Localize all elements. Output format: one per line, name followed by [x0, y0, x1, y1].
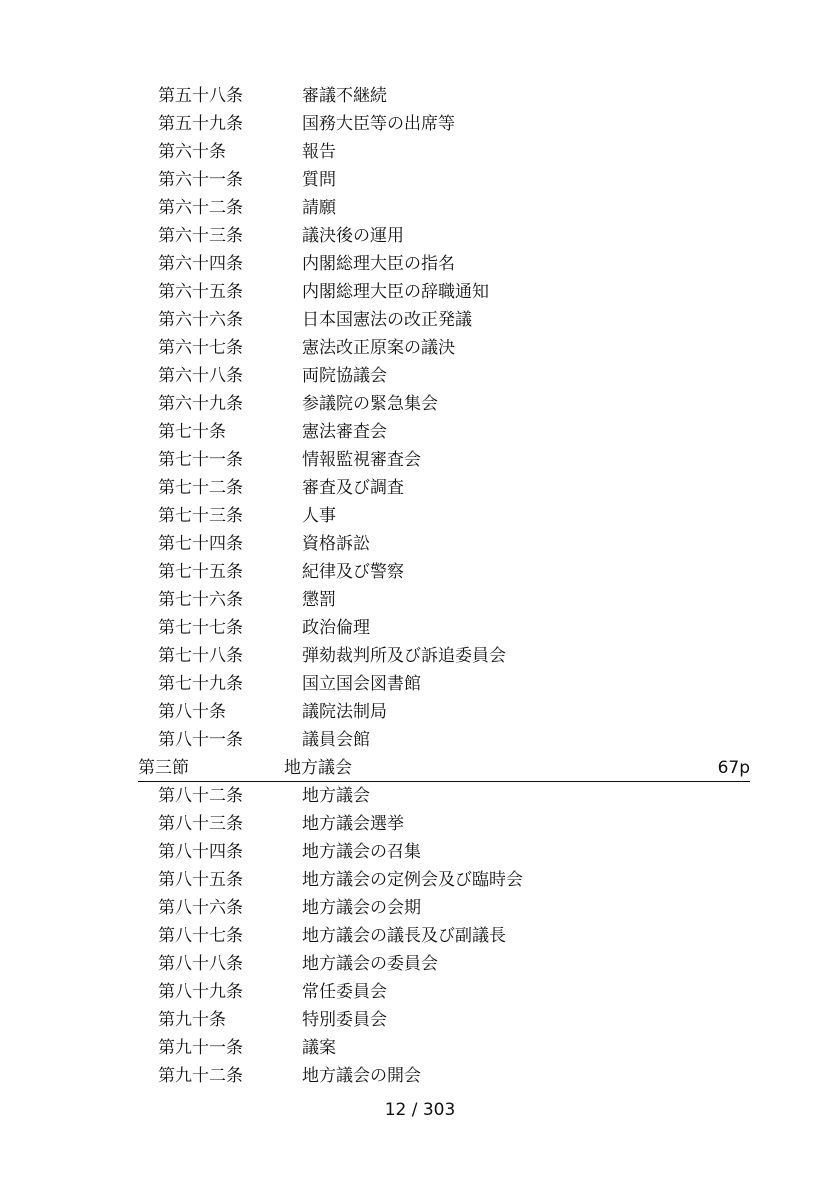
article-title: 地方議会の定例会及び臨時会 — [302, 870, 523, 890]
article-title: 内閣総理大臣の辞職通知 — [302, 282, 489, 302]
article-title: 情報監視審査会 — [302, 450, 421, 470]
toc-article-row — [0, 866, 840, 894]
article-number: 第六十九条 — [158, 394, 243, 414]
article-title: 国務大臣等の出席等 — [302, 114, 455, 134]
article-number: 第八十一条 — [158, 730, 243, 750]
toc-article-row — [0, 838, 840, 866]
article-number: 第七十三条 — [158, 506, 243, 526]
toc-article-row — [0, 166, 840, 194]
toc-article-row — [0, 362, 840, 390]
toc-article-row — [0, 670, 840, 698]
toc-article-row — [0, 530, 840, 558]
toc-article-row — [0, 810, 840, 838]
section-page-number: 67p — [717, 758, 750, 778]
article-number: 第六十五条 — [158, 282, 243, 302]
toc-article-row — [0, 586, 840, 614]
article-title: 紀律及び警察 — [302, 562, 404, 582]
article-number: 第八十七条 — [158, 926, 243, 946]
toc-article-row — [0, 278, 840, 306]
toc-article-row — [0, 1034, 840, 1062]
article-number: 第六十四条 — [158, 254, 243, 274]
toc-article-row — [0, 306, 840, 334]
toc-article-row — [0, 194, 840, 222]
article-title: 議決後の運用 — [302, 226, 404, 246]
article-title: 憲法審査会 — [302, 422, 387, 442]
article-number: 第六十六条 — [158, 310, 243, 330]
article-number: 第七十四条 — [158, 534, 243, 554]
toc-article-row — [0, 1062, 840, 1090]
article-number: 第八十九条 — [158, 982, 243, 1002]
toc-article-row — [0, 894, 840, 922]
toc-article-row — [0, 950, 840, 978]
toc-article-row — [0, 978, 840, 1006]
article-number: 第八十二条 — [158, 786, 243, 806]
section-title: 地方議会 — [284, 758, 352, 778]
article-title: 地方議会の開会 — [302, 1066, 421, 1086]
article-number: 第八十八条 — [158, 954, 243, 974]
article-title: 審議不継続 — [302, 86, 387, 106]
article-number: 第六十一条 — [158, 170, 243, 190]
article-title: 地方議会の会期 — [302, 898, 421, 918]
article-number: 第六十八条 — [158, 366, 243, 386]
article-title: 国立国会図書館 — [302, 674, 421, 694]
article-number: 第七十条 — [158, 422, 226, 442]
article-number: 第七十七条 — [158, 618, 243, 638]
article-number: 第七十一条 — [158, 450, 243, 470]
article-number: 第八十六条 — [158, 898, 243, 918]
article-title: 両院協議会 — [302, 366, 387, 386]
page-indicator: 12 / 303 — [384, 1100, 456, 1120]
toc-section-row[interactable] — [138, 754, 750, 782]
toc-article-row — [0, 726, 840, 754]
article-title: 議員会館 — [302, 730, 370, 750]
article-number: 第七十五条 — [158, 562, 243, 582]
article-number: 第五十九条 — [158, 114, 243, 134]
article-title: 地方議会 — [302, 786, 370, 806]
article-number: 第五十八条 — [158, 86, 243, 106]
toc-article-row — [0, 474, 840, 502]
article-number: 第八十条 — [158, 702, 226, 722]
article-title: 地方議会選挙 — [302, 814, 404, 834]
article-number: 第九十条 — [158, 1010, 226, 1030]
article-number: 第八十三条 — [158, 814, 243, 834]
section-number: 第三節 — [138, 758, 189, 778]
article-number: 第六十三条 — [158, 226, 243, 246]
article-title: 地方議会の議長及び副議長 — [302, 926, 506, 946]
article-title: 内閣総理大臣の指名 — [302, 254, 455, 274]
article-number: 第六十七条 — [158, 338, 243, 358]
article-title: 地方議会の召集 — [302, 842, 421, 862]
toc-article-row — [0, 138, 840, 166]
article-title: 政治倫理 — [302, 618, 370, 638]
article-title: 憲法改正原案の議決 — [302, 338, 455, 358]
toc-article-row — [0, 334, 840, 362]
toc-article-row — [0, 922, 840, 950]
article-title: 常任委員会 — [302, 982, 387, 1002]
toc-article-row — [0, 390, 840, 418]
article-title: 質問 — [302, 170, 336, 190]
article-number: 第九十二条 — [158, 1066, 243, 1086]
article-number: 第六十条 — [158, 142, 226, 162]
toc-article-row — [0, 1006, 840, 1034]
article-title: 報告 — [302, 142, 336, 162]
article-title: 懲罰 — [302, 590, 336, 610]
article-title: 議院法制局 — [302, 702, 387, 722]
toc-article-row — [0, 446, 840, 474]
article-title: 参議院の緊急集会 — [302, 394, 438, 414]
toc-article-row — [0, 502, 840, 530]
toc-article-row — [0, 82, 840, 110]
article-number: 第七十九条 — [158, 674, 243, 694]
article-number: 第六十二条 — [158, 198, 243, 218]
article-title: 資格訴訟 — [302, 534, 370, 554]
article-number: 第八十五条 — [158, 870, 243, 890]
toc-article-row — [0, 614, 840, 642]
article-title: 特別委員会 — [302, 1010, 387, 1030]
toc-article-row — [0, 558, 840, 586]
article-title: 日本国憲法の改正発議 — [302, 310, 472, 330]
table-of-contents — [0, 82, 840, 1090]
toc-article-row — [0, 222, 840, 250]
toc-article-row — [0, 642, 840, 670]
article-number: 第七十八条 — [158, 646, 243, 666]
article-title: 審査及び調査 — [302, 478, 404, 498]
toc-article-row — [0, 250, 840, 278]
article-title: 請願 — [302, 198, 336, 218]
article-title: 地方議会の委員会 — [302, 954, 438, 974]
article-number: 第七十六条 — [158, 590, 243, 610]
toc-article-row — [0, 110, 840, 138]
article-title: 人事 — [302, 506, 336, 526]
toc-article-row — [0, 418, 840, 446]
article-number: 第七十二条 — [158, 478, 243, 498]
toc-article-row — [0, 698, 840, 726]
article-title: 弾劾裁判所及び訴追委員会 — [302, 646, 506, 666]
toc-article-row — [0, 782, 840, 810]
article-number: 第八十四条 — [158, 842, 243, 862]
article-number: 第九十一条 — [158, 1038, 243, 1058]
article-title: 議案 — [302, 1038, 336, 1058]
